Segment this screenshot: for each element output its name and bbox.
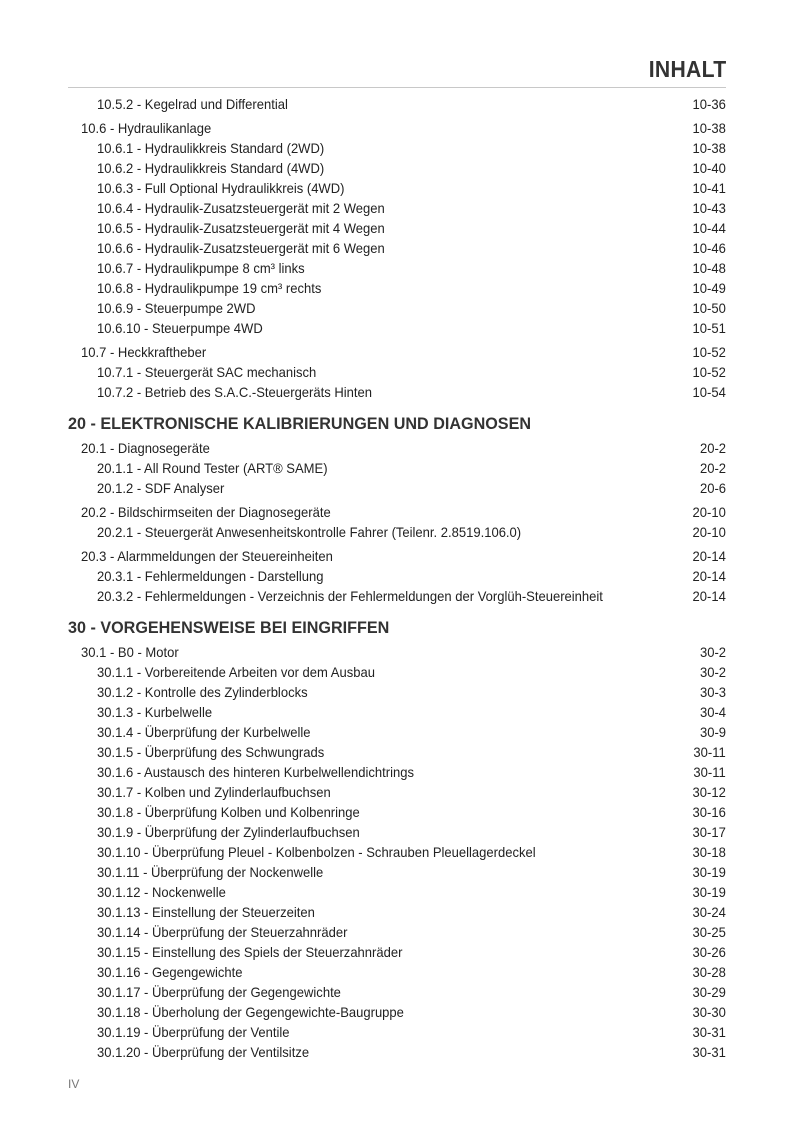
toc-entry-label: 10.7.2 - Betrieb des S.A.C.-Steuergeräts Hinten: [97, 384, 373, 400]
toc-entry[interactable]: [68, 258, 726, 278]
toc-entry-page: 20-6: [699, 480, 726, 496]
toc-entry-page: 10-41: [692, 180, 726, 196]
toc-entry-label: 30.1.9 - Überprüfung der Zylinderlaufbuchsen: [97, 824, 360, 840]
toc-entry-label: 10.6.10 - Steuerpumpe 4WD: [97, 320, 263, 336]
toc-entry-label: 10.7.1 - Steuergerät SAC mechanisch: [97, 364, 317, 380]
toc-entry-page: 10-36: [692, 96, 726, 112]
toc-entry[interactable]: [68, 362, 726, 382]
section-heading-20: 20 - ELEKTRONISCHE KALIBRIERUNGEN UND DIAGNOSEN: [68, 414, 532, 433]
toc-entry[interactable]: [68, 702, 726, 722]
toc-entry[interactable]: [68, 138, 726, 158]
toc-entry-label: 10.6.7 - Hydraulikpumpe 8 cm³ links: [97, 260, 305, 276]
toc-entry-label: 30.1.15 - Einstellung des Spiels der Steuerzahnräder: [97, 944, 403, 960]
toc-entry[interactable]: [68, 682, 726, 702]
toc-entry[interactable]: [68, 382, 726, 402]
toc-entry-label: 30.1.20 - Überprüfung der Ventilsitze: [97, 1044, 310, 1060]
toc-entry-page: 30-19: [692, 864, 726, 880]
toc-entry-label: 20.3 - Alarmmeldungen der Steuereinheiten: [81, 548, 333, 564]
toc-entry[interactable]: [68, 762, 726, 782]
toc-entry[interactable]: [68, 458, 726, 478]
toc-entry[interactable]: [68, 742, 726, 762]
toc-entry-label: 10.6.2 - Hydraulikkreis Standard (4WD): [97, 160, 325, 176]
toc-block-20: [68, 438, 726, 606]
toc-entry-label: 30.1.11 - Überprüfung der Nockenwelle: [97, 864, 324, 880]
toc-entry[interactable]: [68, 822, 726, 842]
page-number: IV: [68, 1077, 80, 1091]
toc-entry[interactable]: [68, 982, 726, 1002]
toc-entry-page: 20-10: [692, 504, 726, 520]
toc-entry-label: 30.1.5 - Überprüfung des Schwungrads: [97, 744, 325, 760]
toc-entry-page: 30-29: [692, 984, 726, 1000]
toc-entry-label: 10.6.8 - Hydraulikpumpe 19 cm³ rechts: [97, 280, 322, 296]
toc-entry-page: 30-31: [692, 1044, 726, 1060]
toc-entry-label: 10.6.5 - Hydraulik-Zusatzsteuergerät mit 4 Wegen: [97, 220, 385, 236]
toc-entry-label: 10.6.9 - Steuerpumpe 2WD: [97, 300, 256, 316]
toc-block-30: [68, 642, 726, 1062]
toc-entry[interactable]: [68, 1022, 726, 1042]
toc-entry-page: 20-14: [692, 548, 726, 564]
toc-entry[interactable]: [68, 278, 726, 298]
toc-entry[interactable]: [68, 802, 726, 822]
toc-entry-page: 10-48: [692, 260, 726, 276]
toc-entry[interactable]: [68, 566, 726, 586]
toc-entry-label: 30.1.18 - Überholung der Gegengewichte-Baugruppe: [97, 1004, 404, 1020]
toc-block-10: [68, 94, 726, 402]
toc-entry-page: 10-50: [692, 300, 726, 316]
toc-section-entry[interactable]: [68, 438, 726, 458]
toc-entry[interactable]: [68, 922, 726, 942]
toc-entry-page: 30-26: [692, 944, 726, 960]
table-of-contents: [68, 94, 726, 1062]
toc-entry-label: 30.1.12 - Nockenwelle: [97, 884, 226, 900]
toc-entry-label: 10.6.3 - Full Optional Hydraulikkreis (4WD): [97, 180, 345, 196]
toc-entry-label: 30.1.10 - Überprüfung Pleuel - Kolbenbolzen - Schrauben Pleuellagerdeckel: [97, 844, 536, 860]
toc-entry-label: 30.1.17 - Überprüfung der Gegengewichte: [97, 984, 341, 1000]
toc-entry-label: 20.1 - Diagnosegeräte: [81, 440, 210, 456]
header-divider: [68, 87, 726, 88]
toc-entry-label: 30.1.1 - Vorbereitende Arbeiten vor dem Ausbau: [97, 664, 375, 680]
toc-entry[interactable]: [68, 842, 726, 862]
toc-section-entry[interactable]: [68, 342, 726, 362]
toc-entry-page: 30-31: [692, 1024, 726, 1040]
toc-entry-page: 20-2: [699, 460, 726, 476]
toc-entry-page: 10-52: [692, 344, 726, 360]
toc-entry-page: 30-12: [692, 784, 726, 800]
toc-entry[interactable]: [68, 586, 726, 606]
toc-entry-label: 20.1.1 - All Round Tester (ART® SAME): [97, 460, 328, 476]
toc-entry-page: 10-52: [692, 364, 726, 380]
toc-entry[interactable]: [68, 662, 726, 682]
toc-entry-page: 30-4: [699, 704, 726, 720]
toc-entry-label: 30.1 - B0 - Motor: [81, 644, 179, 660]
toc-section-entry[interactable]: [68, 642, 726, 662]
toc-entry-page: 10-54: [692, 384, 726, 400]
toc-entry-label: 30.1.8 - Überprüfung Kolben und Kolbenringe: [97, 804, 360, 820]
toc-entry-label: 20.3.2 - Fehlermeldungen - Verzeichnis der Fehlermeldungen der Vorglüh-Steuereinheit: [97, 588, 603, 604]
toc-entry-label: 10.6 - Hydraulikanlage: [81, 120, 212, 136]
toc-entry-page: 30-11: [693, 764, 726, 780]
toc-entry-page: 20-14: [692, 588, 726, 604]
toc-entry[interactable]: [68, 318, 726, 338]
toc-entry-page: 30-2: [699, 644, 726, 660]
toc-entry-label: 30.1.13 - Einstellung der Steuerzeiten: [97, 904, 315, 920]
toc-entry-label: 10.5.2 - Kegelrad und Differential: [97, 96, 288, 112]
toc-entry-label: 30.1.4 - Überprüfung der Kurbelwelle: [97, 724, 311, 740]
toc-entry-label: 30.1.7 - Kolben und Zylinderlaufbuchsen: [97, 784, 331, 800]
toc-entry-page: 30-18: [692, 844, 726, 860]
toc-entry[interactable]: [68, 782, 726, 802]
toc-entry-page: 10-38: [692, 120, 726, 136]
toc-entry-page: 10-51: [692, 320, 726, 336]
toc-section-entry[interactable]: [68, 502, 726, 522]
toc-entry-page: 30-17: [692, 824, 726, 840]
toc-entry-page: 30-9: [699, 724, 726, 740]
toc-entry[interactable]: [68, 94, 726, 114]
toc-entry-page: 10-43: [692, 200, 726, 216]
toc-entry-label: 30.1.2 - Kontrolle des Zylinderblocks: [97, 684, 308, 700]
toc-entry[interactable]: [68, 238, 726, 258]
toc-entry-label: 10.6.6 - Hydraulik-Zusatzsteuergerät mit 6 Wegen: [97, 240, 385, 256]
toc-entry[interactable]: [68, 722, 726, 742]
toc-entry[interactable]: [68, 882, 726, 902]
toc-entry[interactable]: [68, 902, 726, 922]
toc-section-entry[interactable]: [68, 546, 726, 566]
toc-entry[interactable]: [68, 478, 726, 498]
toc-entry[interactable]: [68, 942, 726, 962]
toc-entry-label: 20.1.2 - SDF Analyser: [97, 480, 225, 496]
toc-entry-page: 30-2: [699, 664, 726, 680]
toc-entry-page: 30-28: [692, 964, 726, 980]
toc-entry-page: 30-19: [692, 884, 726, 900]
toc-entry-label: 20.2.1 - Steuergerät Anwesenheitskontrolle Fahrer (Teilenr. 2.8519.106.0): [97, 524, 522, 540]
toc-entry-label: 30.1.14 - Überprüfung der Steuerzahnräder: [97, 924, 348, 940]
toc-entry-label: 10.6.4 - Hydraulik-Zusatzsteuergerät mit 2 Wegen: [97, 200, 385, 216]
toc-entry[interactable]: [68, 862, 726, 882]
toc-entry-label: 30.1.6 - Austausch des hinteren Kurbelwellendichtrings: [97, 764, 415, 780]
toc-entry-page: 10-38: [692, 140, 726, 156]
toc-entry[interactable]: [68, 198, 726, 218]
toc-entry-page: 30-25: [692, 924, 726, 940]
toc-entry[interactable]: [68, 218, 726, 238]
toc-entry-label: 20.3.1 - Fehlermeldungen - Darstellung: [97, 568, 324, 584]
toc-entry-label: 10.7 - Heckkraftheber: [81, 344, 207, 360]
toc-entry[interactable]: [68, 298, 726, 318]
toc-entry-page: 20-10: [692, 524, 726, 540]
toc-entry-page: 10-40: [692, 160, 726, 176]
toc-entry-page: 10-49: [692, 280, 726, 296]
page-title: INHALT: [648, 56, 726, 82]
toc-entry-label: 20.2 - Bildschirmseiten der Diagnosegeräte: [81, 504, 331, 520]
toc-entry[interactable]: [68, 158, 726, 178]
toc-entry-page: 10-46: [692, 240, 726, 256]
toc-entry-page: 30-11: [693, 744, 726, 760]
toc-entry[interactable]: [68, 178, 726, 198]
toc-entry-label: 30.1.16 - Gegengewichte: [97, 964, 243, 980]
toc-entry-label: 30.1.19 - Überprüfung der Ventile: [97, 1024, 290, 1040]
toc-entry-page: 10-44: [692, 220, 726, 236]
toc-entry[interactable]: [68, 522, 726, 542]
toc-entry[interactable]: [68, 1042, 726, 1062]
toc-entry[interactable]: [68, 1002, 726, 1022]
toc-entry-page: 30-3: [699, 684, 726, 700]
toc-entry-page: 20-14: [692, 568, 726, 584]
section-heading-30: 30 - VORGEHENSWEISE BEI EINGRIFFEN: [68, 618, 390, 637]
toc-entry-page: 30-30: [692, 1004, 726, 1020]
toc-entry-page: 20-2: [699, 440, 726, 456]
toc-entry-label: 30.1.3 - Kurbelwelle: [97, 704, 213, 720]
toc-section-entry[interactable]: [68, 118, 726, 138]
toc-entry[interactable]: [68, 962, 726, 982]
toc-entry-page: 30-16: [692, 804, 726, 820]
toc-entry-label: 10.6.1 - Hydraulikkreis Standard (2WD): [97, 140, 325, 156]
toc-entry-page: 30-24: [692, 904, 726, 920]
